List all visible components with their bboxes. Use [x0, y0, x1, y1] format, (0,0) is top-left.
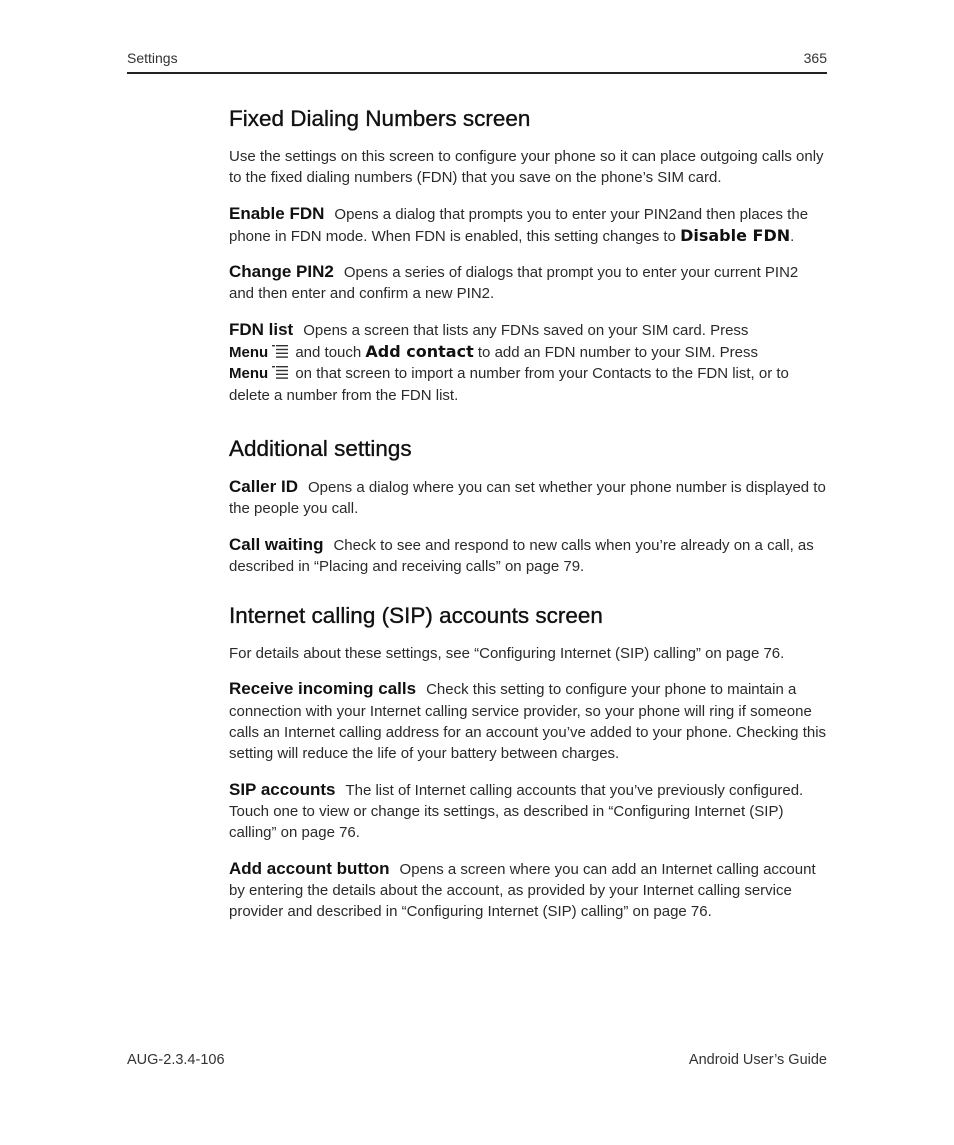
desc-fdn-list-1: Opens a screen that lists any FDNs saved on your SIM card. Press [303, 321, 749, 339]
setting-fdn-list [229, 319, 827, 406]
desc-fdn-list-2: and touch [291, 344, 366, 362]
desc-add-account: Opens a screen where you can add an Internet calling account by entering the details about the account, as provided by your Internet calling service provider and described in “Configuring Internet (SIP) calling” on page 76. [229, 860, 816, 921]
setting-caller-id [229, 476, 827, 520]
menu-label-2: Menu [229, 365, 269, 383]
term-change-pin2: Change PIN2 [229, 262, 334, 282]
heading-additional-settings: Additional settings [229, 435, 412, 461]
menu-icon [272, 366, 288, 379]
term-fdn-list: FDN list [229, 319, 294, 339]
setting-change-pin2 [229, 261, 827, 305]
term-caller-id: Caller ID [229, 476, 298, 496]
page-header [127, 48, 827, 74]
page-number: 365 [803, 50, 827, 66]
page-content [229, 104, 827, 936]
setting-enable-fdn [229, 203, 827, 248]
page-footer [127, 1052, 827, 1072]
ui-add-contact: Add contact [365, 342, 474, 362]
desc-call-waiting: Check to see and respond to new calls when you’re already on a call, as described in “Placing and receiving calls” on page 79. [229, 536, 814, 575]
desc-fdn-list-4: on that screen to import a number from your Contacts to the FDN list, or to delete a number from the FDN list. [229, 365, 789, 404]
desc-enable-fdn-2: . [790, 227, 795, 245]
setting-add-account [229, 858, 827, 923]
term-receive-incoming: Receive incoming calls [229, 679, 417, 699]
heading-sip-accounts: Internet calling (SIP) accounts screen [229, 603, 603, 629]
setting-call-waiting [229, 534, 827, 578]
desc-receive-incoming: Check this setting to configure your phone to maintain a connection with your Internet calling service provider, so your phone will ring if someone calls an Internet calling address for an account you’ve added to your phone. Checking this setting will reduce the life of your battery between charges. [229, 681, 827, 763]
desc-sip-accounts: The list of Internet calling accounts that you’ve previously configured. Touch one to view or change its settings, as described in “Configuring Internet (SIP) calling” on page 76. [229, 781, 804, 842]
sip-intro: For details about these settings, see “Configuring Internet (SIP) calling” on page 76. [229, 645, 785, 663]
menu-icon [272, 345, 288, 358]
ui-disable-fdn: Disable FDN [680, 225, 791, 245]
term-sip-accounts: SIP accounts [229, 779, 336, 799]
desc-fdn-list-3: to add an FDN number to your SIM. Press [473, 344, 759, 362]
menu-label-1: Menu [229, 344, 269, 362]
fdn-intro: Use the settings on this screen to configure your phone so it can place outgoing calls only to the fixed dialing numbers (FDN) that you save on the phone’s SIM card. [229, 148, 824, 187]
term-call-waiting: Call waiting [229, 534, 324, 554]
desc-enable-fdn-1: Opens a dialog that prompts you to enter your PIN2and then places the phone in FDN mode. When FDN is enabled, this setting changes to [229, 205, 809, 245]
term-enable-fdn: Enable FDN [229, 203, 325, 223]
section-name: Settings [127, 50, 178, 66]
doc-code: AUG-2.3.4-106 [127, 1052, 225, 1068]
term-add-account: Add account button [229, 858, 390, 878]
setting-receive-incoming [229, 678, 827, 764]
heading-fdn-screen: Fixed Dialing Numbers screen [229, 106, 531, 131]
desc-change-pin2: Opens a series of dialogs that prompt you to enter your current PIN2 and then enter and confirm a new PIN2. [229, 264, 799, 303]
setting-sip-accounts [229, 779, 827, 844]
doc-title: Android User’s Guide [688, 1052, 827, 1068]
desc-caller-id: Opens a dialog where you can set whether your phone number is displayed to the people you call. [229, 478, 826, 518]
